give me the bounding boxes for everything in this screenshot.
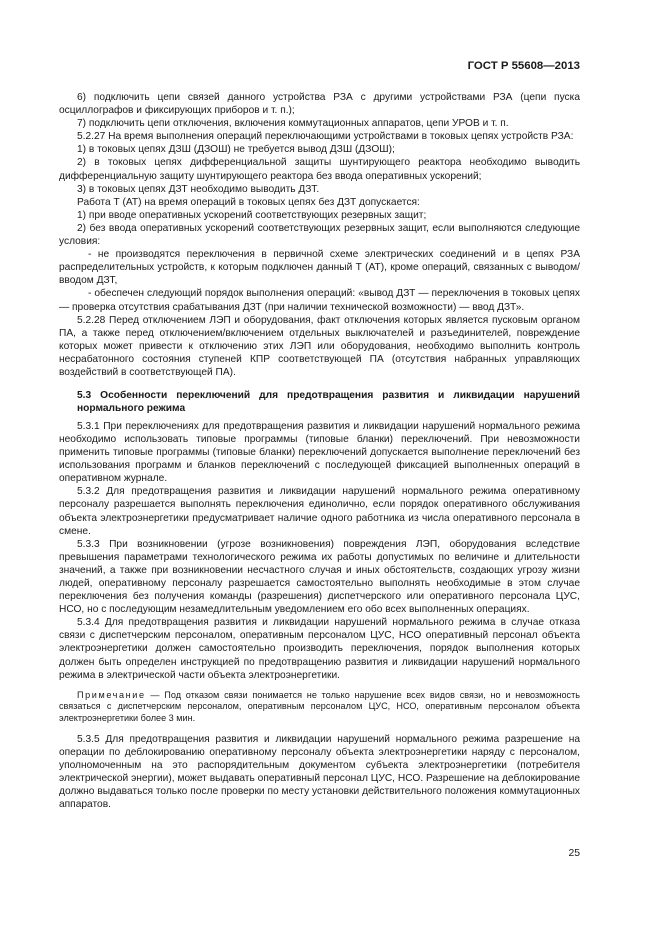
paragraph: 2) без ввода оперативных ускорений соответствующих резервных защит, если выполняются следующие условия: bbox=[59, 222, 580, 248]
page-number: 25 bbox=[568, 848, 580, 859]
note-text: — Под отказом связи понимается не только нарушение всех видов связи, но и невозможность связаться с диспетчерским персоналом, оперативным персоналом ЦУС, НСО, оперативным персоналом объекта электроэнергетики более 3 мин. bbox=[59, 689, 580, 723]
clause-5-2-28: 5.2.28 Перед отключением ЛЭП и оборудования, факт отключения которых является пусковым органом ПА, а также перед отключением/включением отдельных выключателей и разъединителей, повреждение которых может привести к отключению этих ЛЭП или оборудования, необходимо выполнить контроль несрабатонного состояния ступеней КПР соответствующей ПА (отсутствия набранных управляющих воздействий в соответствующей ПА). bbox=[59, 314, 580, 378]
clause-5-3-3: 5.3.3 При возникновении (угрозе возникновения) повреждения ЛЭП, оборудования вследствие превышения параметрами технологического режима их работы допустимых по величине и длительности значений, а также при возникновении несчастного случая и иных обстоятельств, создающих угрозу жизни людей, оперативному персоналу разрешается самостоятельно выполнять необходимые в этом случае переключения без получения команды (разрешения) диспетчерского или оперативного персонала ЦУС, НСО, но с последующим незамедлительным уведомлением его обо всех выполненных операциях. bbox=[59, 538, 580, 616]
paragraph: 3) в токовых цепях ДЗТ необходимо выводить ДЗТ. bbox=[77, 183, 320, 195]
paragraph: 2) в токовых цепях дифференциальной защиты шунтирующего реактора необходимо выводить дифференциальную защиту шунтирующего реактора без ввода оперативных ускорений; bbox=[59, 157, 580, 182]
note-label: Примечание bbox=[77, 689, 146, 700]
condition-item: - обеспечен следующий порядок выполнения операций: «вывод ДЗТ — переключения в токовых цепях — проверка отсутствия срабатывания ДЗТ (при наличии технической возможности) — ввод ДЗТ». bbox=[59, 288, 580, 313]
paragraph: Работа Т (АТ) на время операций в токовых цепях без ДЗТ допускается: bbox=[77, 196, 420, 208]
document-header: ГОСТ Р 55608—2013 bbox=[467, 60, 580, 72]
paragraph: 1) в токовых цепях ДЗШ (ДЗОШ) не требуется вывод ДЗШ (ДЗОШ); bbox=[77, 144, 395, 156]
clause-5-3-2: 5.3.2 Для предотвращения развития и ликвидации нарушений нормального режима оперативному персоналу разрешается выполнять переключения единолично, если порядок оперативного обслуживания объекта электроэнергетики предусматривает наличие одного работника из числа оперативного персонала в смене. bbox=[59, 486, 580, 537]
section-heading: 5.3 Особенности переключений для предотвращения развития и ликвидации нарушений нормального режима bbox=[77, 390, 580, 415]
note bbox=[59, 690, 580, 725]
condition-item: - не производятся переключения в первичной схеме электрических соединений и в цепях РЗА распределительных устройств, к которым подключен данный Т (АТ), кроме операций, связанных с выводом/вводом ДЗТ, bbox=[59, 249, 580, 287]
clause-5-3-1: 5.3.1 При переключениях для предотвращения развития и ликвидации нарушений нормального режима необходимо использовать типовые программы (типовые бланки) переключений. При невозможности применить типовые программы (типовые бланки) переключений допускается выполнение переключений без использования программ и бланков переключений с последующей фиксацией выполненных операций в оперативном журнале. bbox=[59, 420, 580, 485]
paragraph: 1) при вводе оперативных ускорений соответствующих резервных защит; bbox=[77, 209, 427, 221]
clause-5-2-27: 5.2.27 На время выполнения операций переключающими устройствами в токовых цепях устройств РЗА: bbox=[77, 131, 574, 143]
paragraph: 6) подключить цепи связей данного устройства РЗА с другими устройствами РЗА (цепи пуска осциллографов и фиксирующих приборов и т. п.); bbox=[59, 92, 580, 117]
clause-5-3-5: 5.3.5 Для предотвращения развития и ликвидации нарушений нормального режима разрешение на операции по деблокированию оперативному персоналу объекта электроэнергетики наряду с персоналом, уполномоченным на это распорядительным документом субъекта электроэнергетики (потребителя электрической энергии), может выдавать оперативный персонал ЦУС, НСО. Разрешение на деблокирование должно выдаваться только после проверки по месту установки действительного положения коммутационных аппаратов. bbox=[59, 733, 580, 810]
paragraph: 7) подключить цепи отключения, включения коммутационных аппаратов, цепи УРОВ и т. п. bbox=[77, 118, 509, 130]
document-body bbox=[59, 91, 580, 811]
clause-5-3-4: 5.3.4 Для предотвращения развития и ликвидации нарушений нормального режима в случае отказа связи с диспетчерским персоналом, оперативным персоналом ЦУС, НСО оперативный персонал объекта электроэнергетики должен самостоятельно производить переключения, порядок выполнения которых должен быть определен инструкцией по предотвращению развития и ликвидации нарушений нормального режима в электрической части объекта электроэнергетики. bbox=[59, 617, 580, 681]
